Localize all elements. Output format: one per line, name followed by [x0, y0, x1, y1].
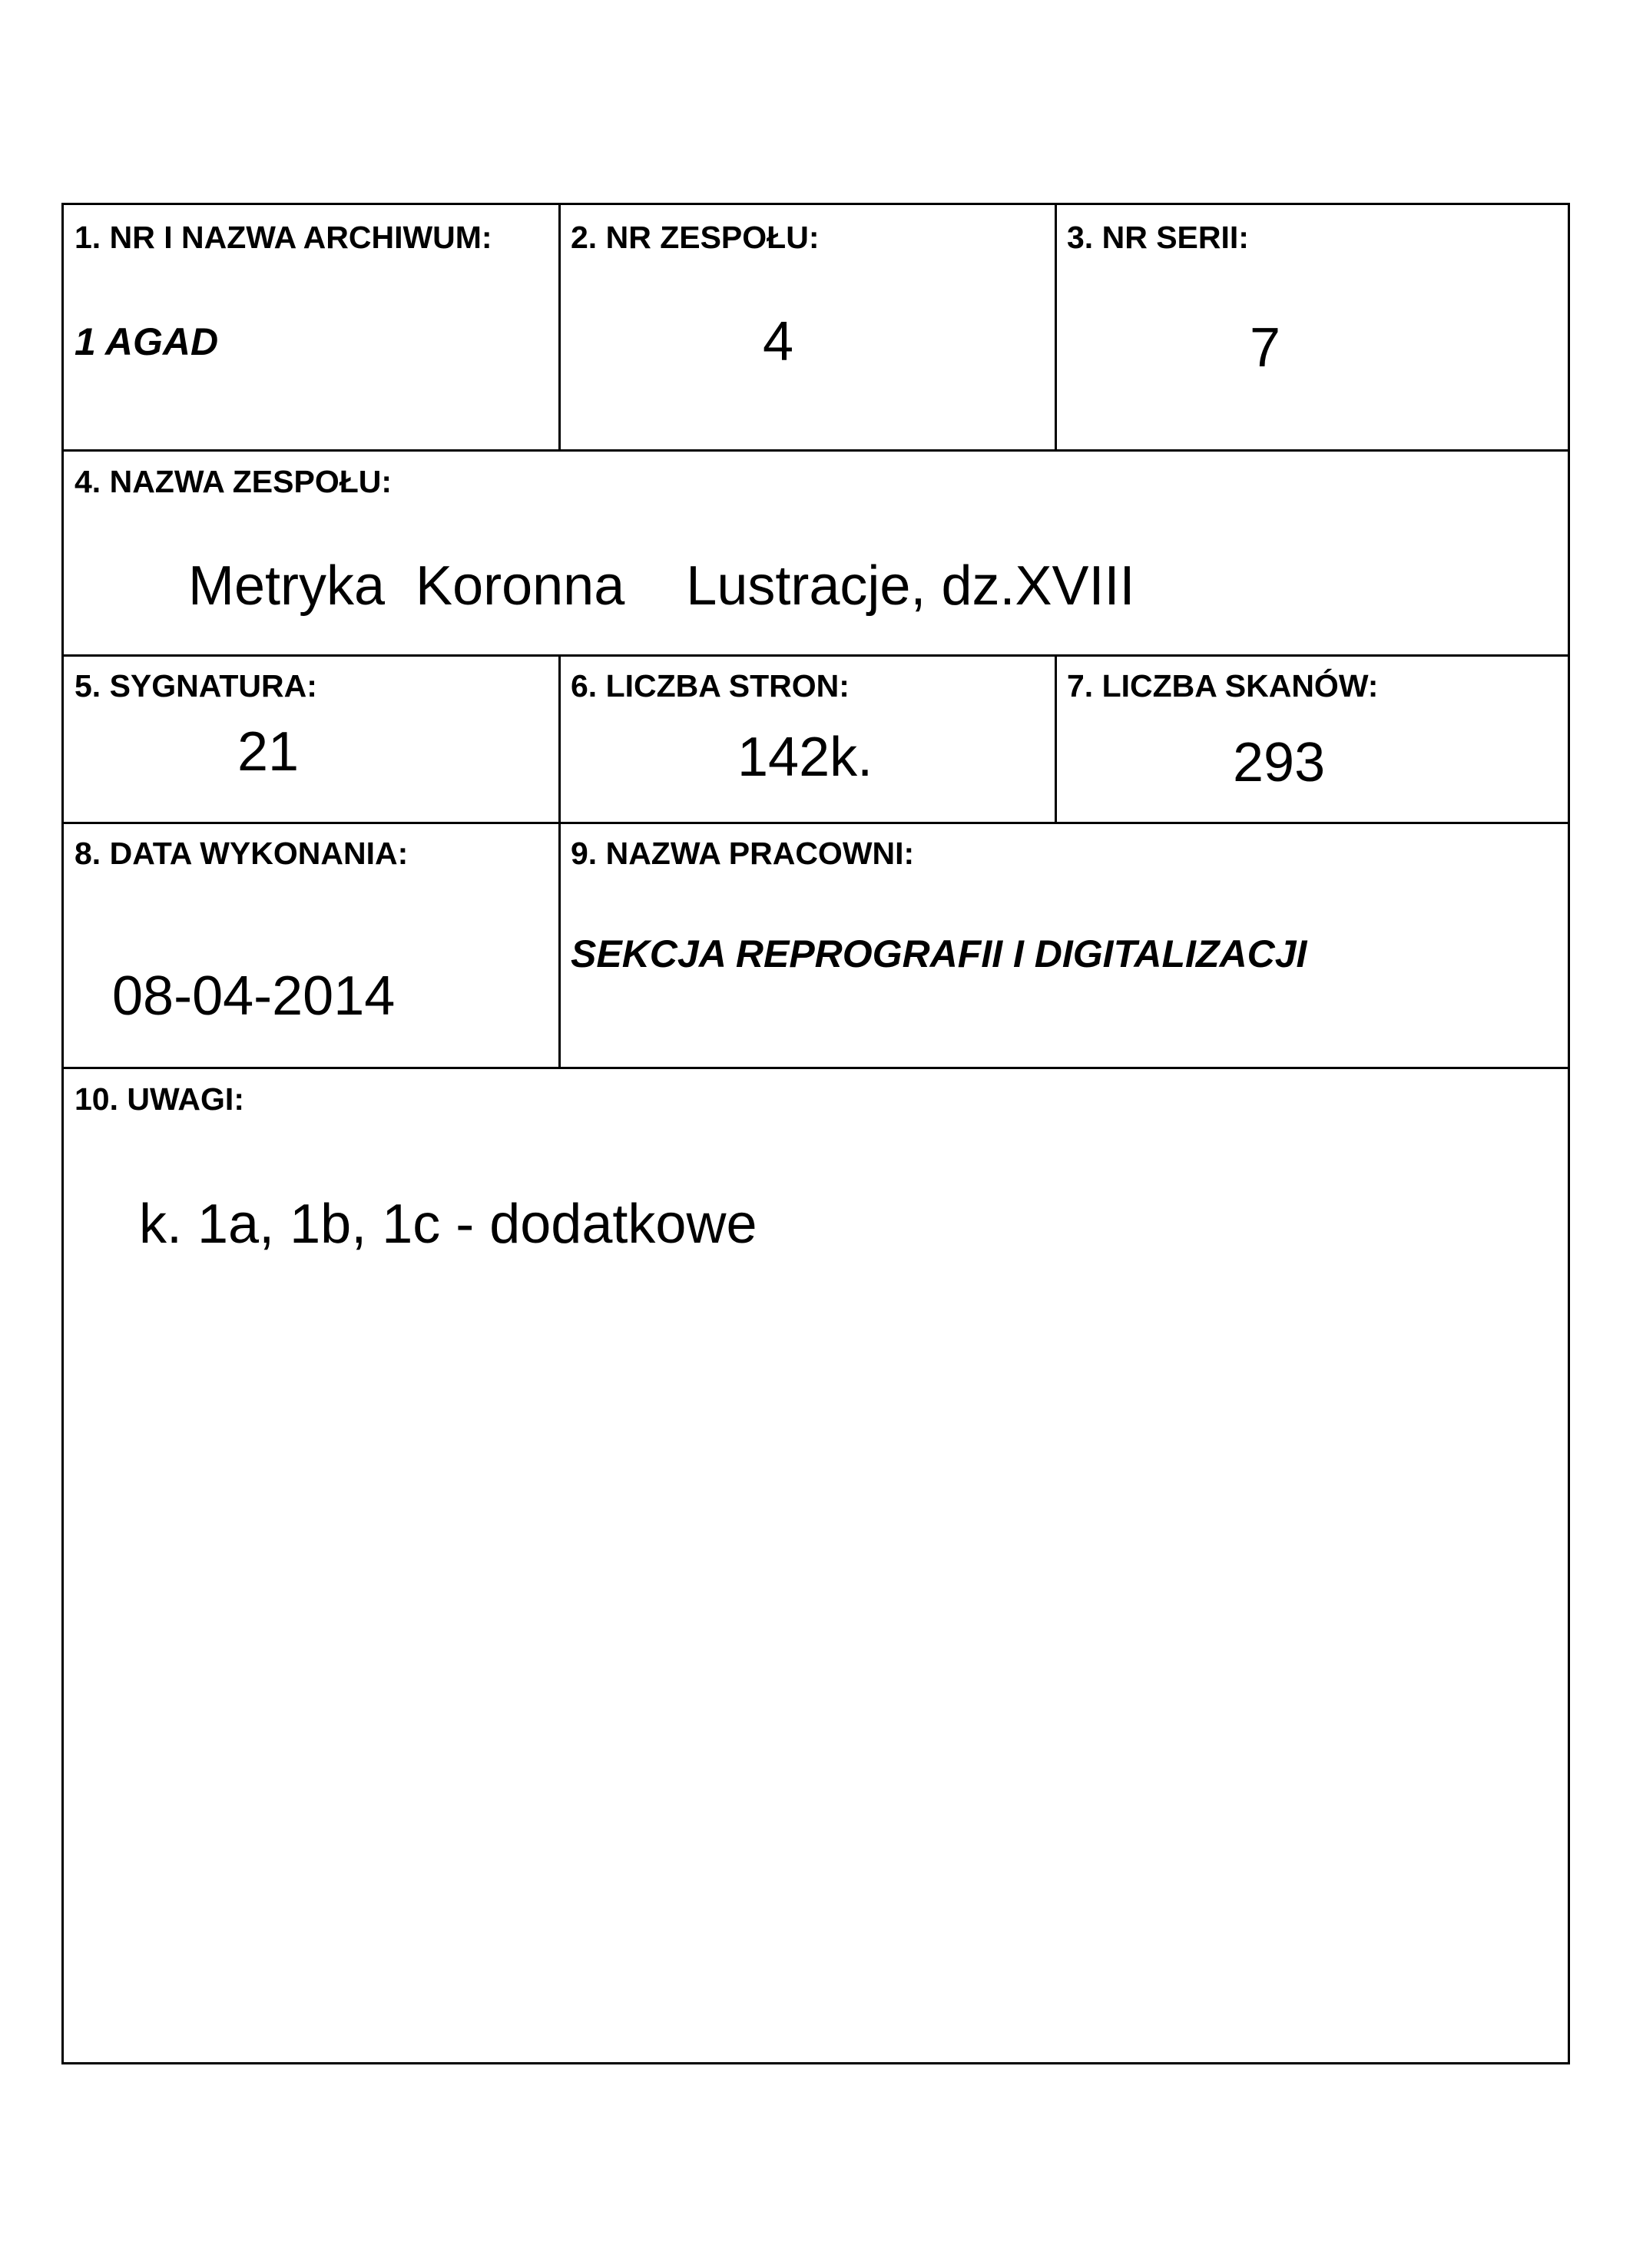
- row-divider: [64, 654, 1568, 657]
- row-divider: [64, 1067, 1568, 1069]
- date-value: 08-04-2014: [112, 965, 396, 1027]
- archive-label: 1. NR I NAZWA ARCHIWUM:: [75, 220, 492, 255]
- scans-label: 7. LICZBA SKANÓW:: [1067, 668, 1379, 704]
- series-no-label: 3. NR SERII:: [1067, 220, 1249, 255]
- fonds-name-label: 4. NAZWA ZESPOŁU:: [75, 464, 393, 499]
- metadata-form: [61, 203, 1570, 2064]
- column-divider: [558, 654, 561, 822]
- pages-value: 142k.: [737, 727, 873, 788]
- fonds-no-value: 4: [763, 311, 794, 372]
- column-divider: [558, 822, 561, 1067]
- signature-label: 5. SYGNATURA:: [75, 668, 317, 704]
- fonds-no-label: 2. NR ZESPOŁU:: [571, 220, 820, 255]
- workshop-label: 9. NAZWA PRACOWNI:: [571, 836, 915, 871]
- column-divider: [558, 205, 561, 449]
- notes-label: 10. UWAGI:: [75, 1081, 244, 1117]
- fonds-name-value: Metryka Koronna Lustracje, dz.XVIII: [188, 555, 1135, 617]
- signature-value: 21: [237, 721, 300, 783]
- notes-value: k. 1a, 1b, 1c - dodatkowe: [139, 1194, 757, 1255]
- column-divider: [1055, 205, 1057, 449]
- series-no-value: 7: [1250, 317, 1281, 379]
- archive-value: 1 AGAD: [75, 320, 219, 363]
- pages-label: 6. LICZBA STRON:: [571, 668, 850, 704]
- date-label: 8. DATA WYKONANIA:: [75, 836, 409, 871]
- workshop-value: SEKCJA REPROGRAFII I DIGITALIZACJI: [571, 932, 1307, 975]
- column-divider: [1055, 654, 1057, 822]
- row-divider: [64, 822, 1568, 824]
- scans-value: 293: [1233, 732, 1326, 793]
- row-divider: [64, 449, 1568, 452]
